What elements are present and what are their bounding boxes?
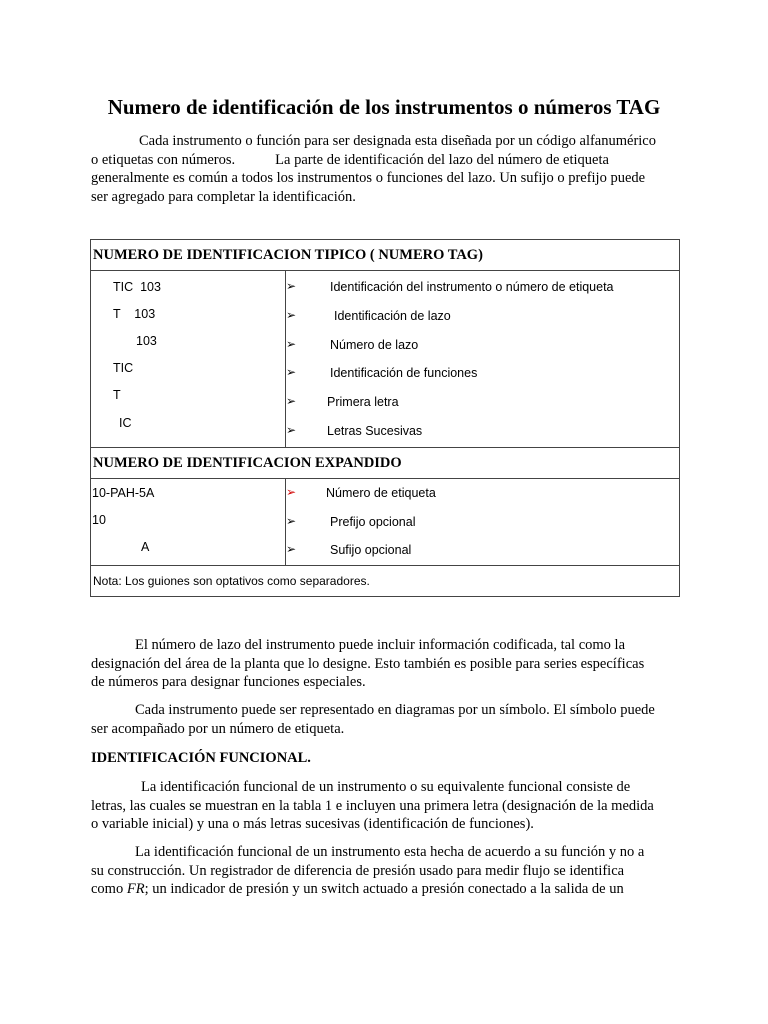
para5-line-2: su construcción. Un registrador de diferencia de presión usado para medir flujo se identifica xyxy=(91,862,625,879)
desc-function-id: Identificación de funciones xyxy=(330,366,478,380)
desc-instrument-id: Identificación del instrumento o número de etiqueta xyxy=(330,280,614,294)
intro-line-2a: o etiquetas con números. xyxy=(91,151,236,168)
arrow-bullet-icon: ➢ xyxy=(286,365,297,379)
arrow-bullet-icon: ➢ xyxy=(286,279,297,293)
expanded-desc-cell xyxy=(286,479,680,566)
typical-codes-cell xyxy=(91,271,286,448)
arrow-bullet-icon: ➢ xyxy=(286,542,297,556)
intro-line-1: Cada instrumento o función para ser designada esta diseñada por un código alfanumérico xyxy=(139,133,656,149)
para2-line-3: de números para designar funciones especiales. xyxy=(91,674,366,690)
table-note: Nota: Los guiones son optativos como separadores. xyxy=(91,566,680,597)
desc-optional-suffix: Sufijo opcional xyxy=(330,543,412,557)
expanded-header: NUMERO DE IDENTIFICACION EXPANDIDO xyxy=(91,448,680,479)
para2-line-2: designación del área de la planta que lo designe. Esto también es posible para series específicas xyxy=(91,655,645,672)
typical-header: NUMERO DE IDENTIFICACION TIPICO ( NUMERO TAG) xyxy=(91,240,680,271)
para5-line-3b: ; un indicador de presión y un switch actuado a presión conectado a la salida de un xyxy=(144,881,624,897)
code-10-pah-5a: 10-PAH-5A xyxy=(92,486,155,500)
arrow-bullet-red-icon: ➢ xyxy=(286,485,297,499)
desc-tag-number: Número de etiqueta xyxy=(326,486,436,500)
typical-desc-cell xyxy=(286,271,680,448)
para4-line-2: letras, las cuales se muestran en la tabla 1 e incluyen una primera letra (designación de la medida xyxy=(91,797,654,814)
code-t-103: T 103 xyxy=(113,307,156,321)
code-tic: TIC xyxy=(113,361,134,375)
para5-fr-code: FR xyxy=(126,881,145,897)
tag-number-table xyxy=(90,239,680,597)
code-ic: IC xyxy=(119,416,132,430)
intro-line-4: ser agregado para completar la identificación. xyxy=(91,188,356,205)
functional-id-detail-paragraph xyxy=(91,843,681,899)
code-10: 10 xyxy=(92,513,106,527)
arrow-bullet-icon: ➢ xyxy=(286,514,297,528)
loop-number-paragraph xyxy=(91,636,681,692)
desc-successive-letters: Letras Sucesivas xyxy=(327,424,423,438)
arrow-bullet-icon: ➢ xyxy=(286,337,297,351)
desc-optional-prefix: Prefijo opcional xyxy=(330,515,416,529)
arrow-bullet-icon: ➢ xyxy=(286,394,297,408)
code-tic-103: TIC 103 xyxy=(113,280,161,294)
desc-loop-id: Identificación de lazo xyxy=(334,309,451,323)
expanded-codes-cell xyxy=(91,479,286,566)
desc-first-letter: Primera letra xyxy=(327,395,399,409)
para4-line-3: o variable inicial) y una o más letras sucesivas (identificación de funciones). xyxy=(91,816,534,832)
para3-line-2: ser acompañado por un número de etiqueta. xyxy=(91,720,345,737)
para2-line-1: El número de lazo del instrumento puede incluir información codificada, tal como la xyxy=(135,637,626,653)
code-t: T xyxy=(113,388,121,402)
intro-paragraph xyxy=(91,132,681,206)
para5-line-3a: como xyxy=(91,881,127,897)
symbol-paragraph xyxy=(91,701,681,738)
arrow-bullet-icon: ➢ xyxy=(286,423,297,437)
intro-line-2b: La parte de identificación del lazo del número de etiqueta xyxy=(275,151,609,168)
para3-line-1: Cada instrumento puede ser representado en diagramas por un símbolo. El símbolo puede xyxy=(135,702,655,718)
para5-line-1: La identificación funcional de un instrumento esta hecha de acuerdo a su función y no a xyxy=(135,844,645,860)
page-title: Numero de identificación de los instrumentos o números TAG xyxy=(107,95,661,119)
code-103: 103 xyxy=(136,334,157,348)
intro-line-3: generalmente es común a todos los instrumentos o funciones del lazo. Un sufijo o prefijo puede xyxy=(91,170,646,186)
arrow-bullet-icon: ➢ xyxy=(286,308,297,322)
functional-id-paragraph xyxy=(91,778,681,834)
desc-loop-number: Número de lazo xyxy=(330,338,419,352)
code-a: A xyxy=(141,540,150,554)
para4-line-1: La identificación funcional de un instrumento o su equivalente funcional consiste de xyxy=(141,779,631,795)
section-heading: IDENTIFICACIÓN FUNCIONAL. xyxy=(91,750,311,766)
